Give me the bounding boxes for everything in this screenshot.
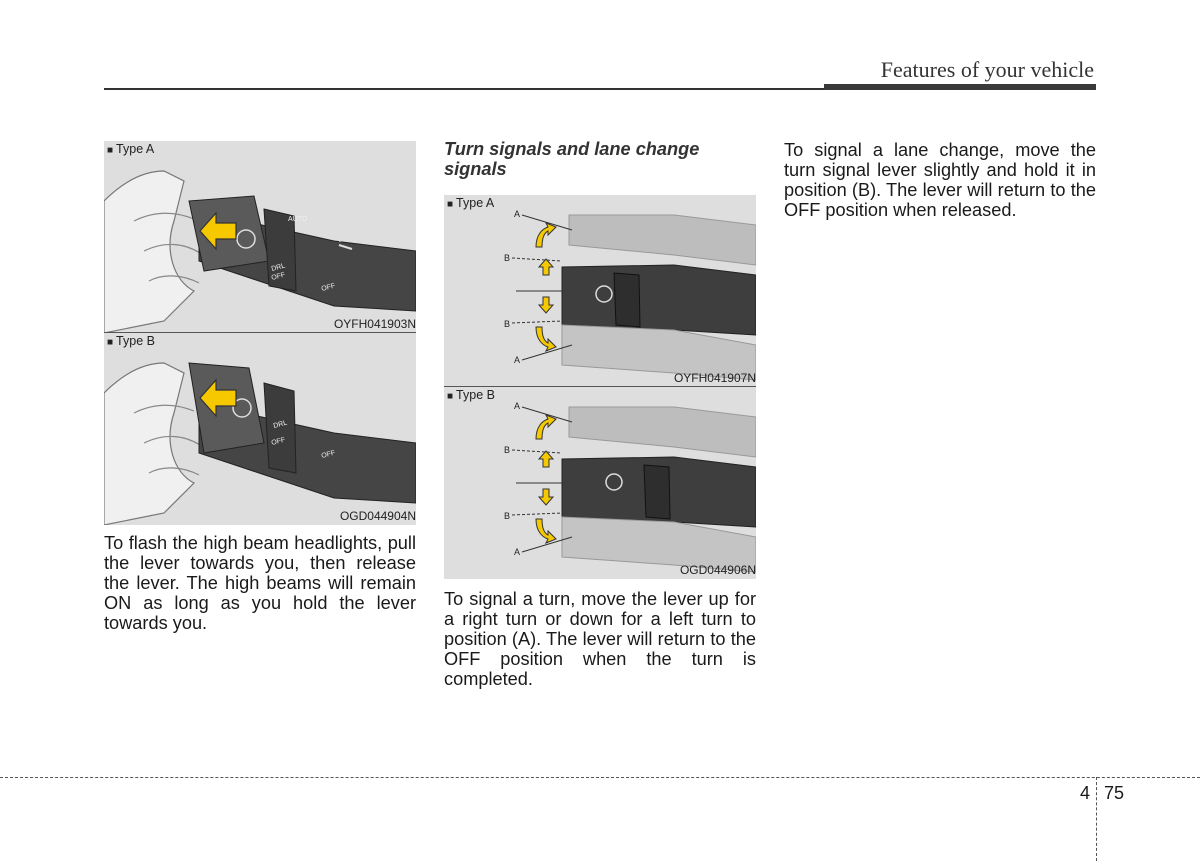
lever-text-drl-off: OFF	[270, 436, 287, 447]
position-label-a-bottom: A	[514, 355, 521, 365]
turn-signal-lever-illustration	[444, 195, 756, 387]
position-label-b-bottom: B	[504, 319, 511, 329]
position-label-a-bottom: A	[514, 547, 521, 557]
position-label-a-top: A	[514, 209, 521, 219]
footer-divider	[0, 777, 1200, 778]
footer-vertical-divider	[1096, 777, 1097, 861]
header-rule-accent	[824, 84, 1096, 90]
figure-label-text: Type A	[116, 142, 155, 156]
figure-turn-signal-type-b	[444, 387, 756, 579]
figure-label: ■ Type A	[107, 142, 155, 156]
lane-change-paragraph: To signal a lane change, move the turn signal lever slightly and hold it in position (B). The lever will return to the OFF position when released.	[784, 140, 1096, 220]
high-beam-paragraph: To flash the high beam headlights, pull the lever towards you, then release the lever. The high beams will remain ON as long as you hold the lever towards you.	[104, 533, 416, 633]
position-label-b-top: B	[504, 253, 511, 263]
page-number: 75	[1104, 783, 1125, 803]
figure-label-text: Type B	[456, 388, 495, 402]
position-label-b-top: B	[504, 445, 511, 455]
high-beam-lever-illustration	[104, 141, 416, 333]
middle-column	[444, 139, 756, 689]
figure-label: ■ Type B	[447, 388, 495, 402]
figure-code: OGD044906N	[679, 563, 756, 577]
figure-label: ■ Type A	[447, 196, 495, 210]
figure-code: OGD044904N	[339, 509, 416, 523]
figure-high-beam-type-a	[104, 141, 416, 333]
lever-text-drl: DRL	[270, 262, 287, 273]
figure-code: OYFH041903N	[333, 317, 416, 331]
position-label-b-bottom: B	[504, 511, 511, 521]
position-label-a-top: A	[514, 401, 521, 411]
figure-label: ■ Type B	[107, 334, 155, 348]
figure-code: OYFH041907N	[673, 371, 756, 385]
lever-text-off: OFF	[320, 282, 337, 293]
page-header-title: Features of your vehicle	[880, 57, 1094, 82]
figure-label-text: Type A	[456, 196, 495, 210]
turn-signal-lever-illustration-b	[444, 387, 756, 579]
figure-high-beam-type-b	[104, 333, 416, 525]
left-column	[104, 141, 416, 633]
lever-text-drl-off: OFF	[270, 271, 287, 282]
lever-text-drl: DRL	[272, 419, 289, 430]
figure-turn-signal-type-a	[444, 195, 756, 387]
chapter-number: 4	[1080, 783, 1091, 803]
turn-signal-paragraph: To signal a turn, move the lever up for a right turn or down for a left turn to position (A). The lever will return to the OFF position when the turn is completed.	[444, 589, 756, 689]
lever-text-auto: AUTO	[288, 216, 308, 223]
high-beam-lever-illustration-b	[104, 333, 416, 525]
section-heading: Turn signals and lane change signals	[444, 139, 700, 179]
right-column	[784, 140, 1096, 220]
figure-label-text: Type B	[116, 334, 155, 348]
lever-text-off: OFF	[320, 449, 337, 460]
